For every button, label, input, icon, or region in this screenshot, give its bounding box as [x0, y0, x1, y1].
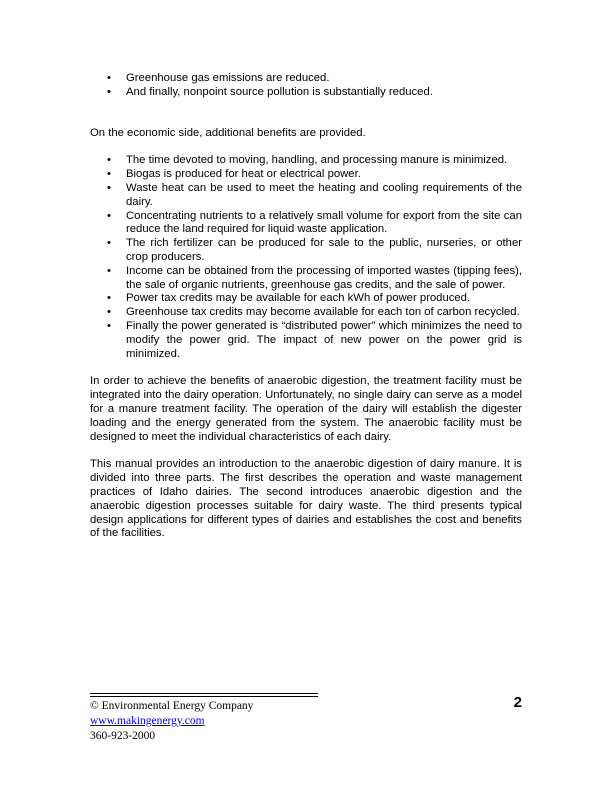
manual-overview-paragraph: This manual provides an introduction to the anaerobic digestion of dairy manure. It is divided into three parts. The first describes the operation and waste management practices of Idaho dairies. The second introduces anaerobic digestion and the anaerobic digestion processes suitable for dairy waste. The third presents typical design applications for different types of dairies and establishes the cost and benefits of the facilities. [90, 458, 522, 540]
list-item: • Power tax credits may be available for each kWh of power produced. [107, 292, 471, 305]
page-number: 2 [513, 694, 522, 711]
footer-website-link[interactable]: www.makingenergy.com [90, 715, 205, 727]
footer-divider [90, 693, 318, 697]
bullet-icon: • [107, 181, 111, 194]
footer-copyright: © Environmental Energy Company [90, 700, 254, 712]
list-item: • Income can be obtained from the processing of imported wastes (tipping fees), the sale of organic nutrients, greenhouse gas credits, and the sale of power. [107, 264, 522, 291]
list-item: • The time devoted to moving, handling, and processing manure is minimized. [107, 154, 508, 167]
bullet-icon: • [107, 209, 111, 222]
list-item: • Finally the power generated is “distributed power” which minimizes the need to modify the power grid. The impact of new power on the power grid is minimized. [107, 319, 522, 360]
bullet-icon: • [107, 292, 111, 305]
list-item: • Greenhouse gas emissions are reduced. [107, 72, 330, 84]
footer-phone: 360-923-2000 [90, 730, 156, 742]
bullet-icon: • [107, 168, 111, 181]
list-item: • And finally, nonpoint source pollution is substantially reduced. [107, 85, 433, 98]
footer [90, 699, 530, 744]
bullet-list-economic [90, 154, 522, 361]
economic-intro-paragraph: On the economic side, additional benefits are provided. [90, 126, 366, 139]
bullet-icon: • [107, 85, 111, 98]
list-item: • Concentrating nutrients to a relatively small volume for export from the site can reduce the land required for liquid waste application. [107, 209, 522, 236]
list-item: • Waste heat can be used to meet the heating and cooling requirements of the dairy. [107, 181, 522, 208]
list-item: • Biogas is produced for heat or electrical power. [107, 168, 361, 181]
main-content [90, 72, 522, 541]
bullet-icon: • [107, 237, 111, 250]
bullet-list-environmental [90, 72, 522, 100]
list-item: • Greenhouse tax credits may become available for each ton of carbon recycled. [107, 306, 520, 319]
bullet-icon: • [107, 306, 111, 319]
integration-paragraph: In order to achieve the benefits of anaerobic digestion, the treatment facility must be integrated into the dairy operation. Unfortunately, no single dairy can serve as a model for a manure treatment facility. The operation of the dairy will establish the digester loading and the energy generated from the system. The anaerobic facility must be designed to meet the individual characteristics of each dairy. [90, 375, 522, 443]
bullet-icon: • [107, 319, 111, 332]
bullet-icon: • [107, 264, 111, 277]
bullet-icon: • [107, 72, 111, 84]
list-item: • The rich fertilizer can be produced for sale to the public, nurseries, or other crop producers. [107, 237, 522, 263]
bullet-icon: • [107, 154, 111, 167]
